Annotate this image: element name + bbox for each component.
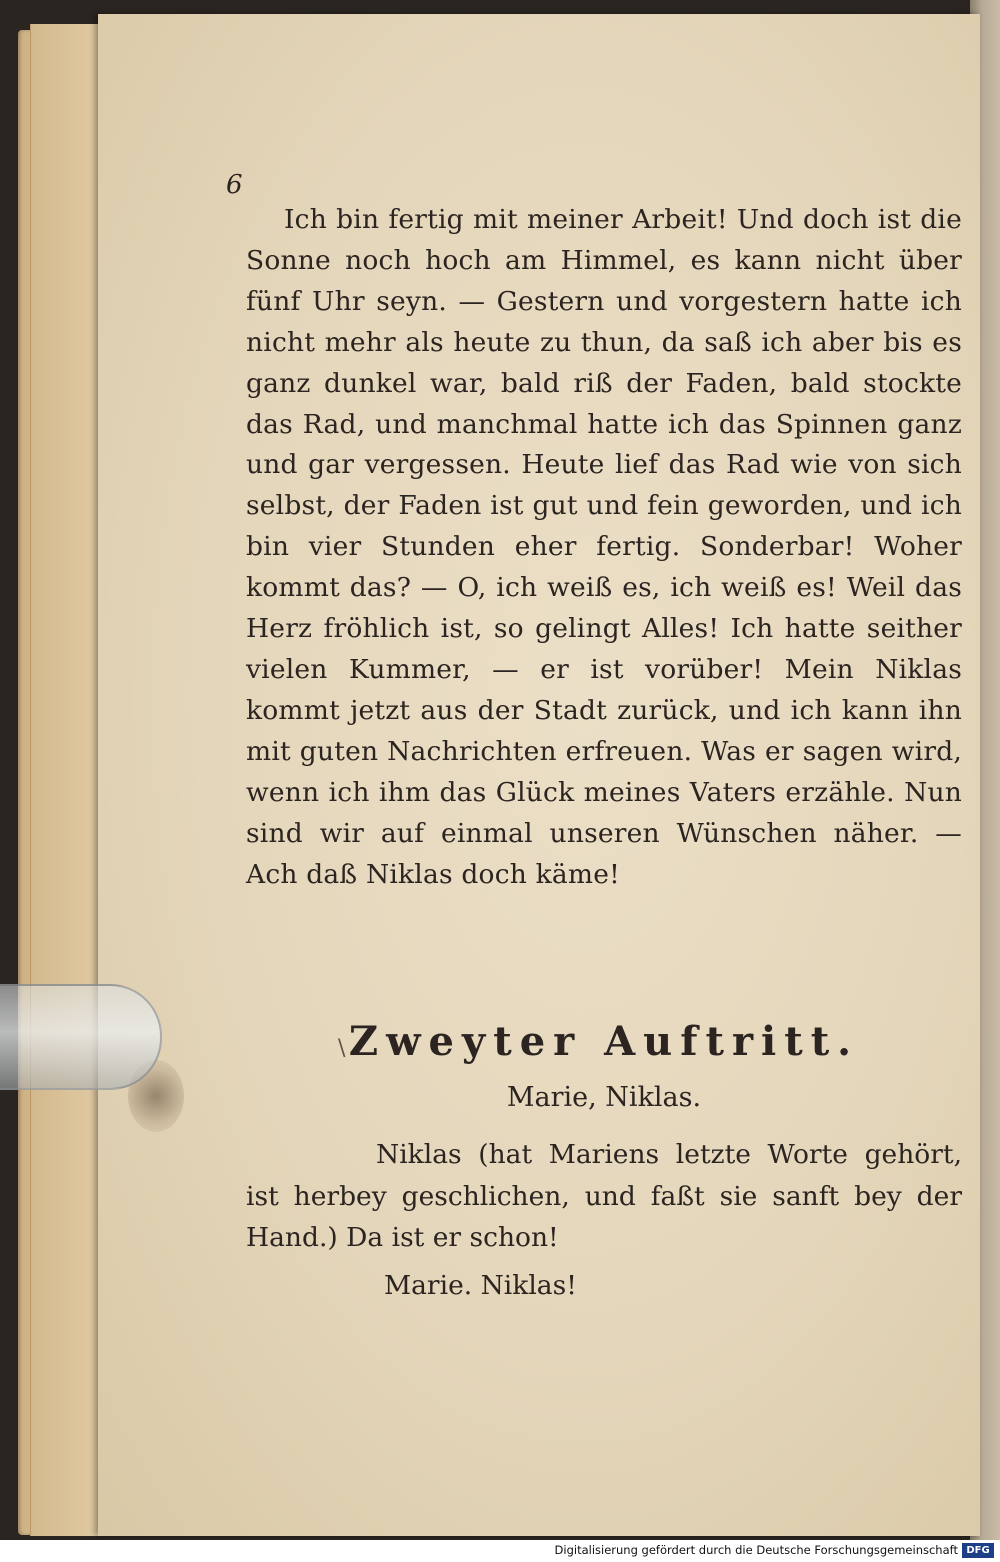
margin-mark: \ [338,1036,346,1061]
dfg-logo-icon: DFG [962,1543,994,1558]
page-number: 6 [226,170,243,200]
dialogue-stage-direction: Niklas (hat Mariens letzte Worte gehört, ist herbey geschlichen, und faßt sie sanft bey der Hand.) Da ist er schon! [246,1139,962,1253]
footer-bar [0,1540,1000,1562]
funding-notice: Digitalisierung gefördert durch die Deutsche Forschungsgemeinschaft [554,1543,958,1557]
scene-heading: Zweyter Auftritt. [348,1018,860,1065]
book-page [98,14,980,1536]
dialogue-line: Marie. Niklas! [384,1270,577,1301]
monologue-text: Ich bin fertig mit meiner Arbeit! Und doch ist die Sonne noch hoch am Himmel, es kann nicht über fünf Uhr seyn. — Gestern und vorgestern hatte ich nicht mehr als heute zu thun, da saß ich aber bis es ganz dunkel war, bald riß der Faden, bald stockte das Rad, und manchmal hatte ich das Spinnen ganz und gar vergessen. Heute lief das Rad wie von sich selbst, der Faden ist gut und fein geworden, und ich bin vier Stunden eher fertig. Sonderbar! Woher kommt das? — O, ich weiß es, ich weiß es! Weil das Herz fröhlich ist, so gelingt Alles! Ich hatte seither vielen Kummer, — er ist vorüber! Mein Niklas kommt jetzt aus der Stadt zurück, und ich kann ihn mit guten Nachrichten erfreuen. Was er sagen wird, wenn ich ihm das Glück meines Vaters erzähle. Nun sind wir auf einmal unseren Wünschen näher. — Ach daß Niklas doch käme! [246,204,962,890]
page-clip [0,984,162,1090]
character-list: Marie, Niklas. [506,1082,702,1113]
